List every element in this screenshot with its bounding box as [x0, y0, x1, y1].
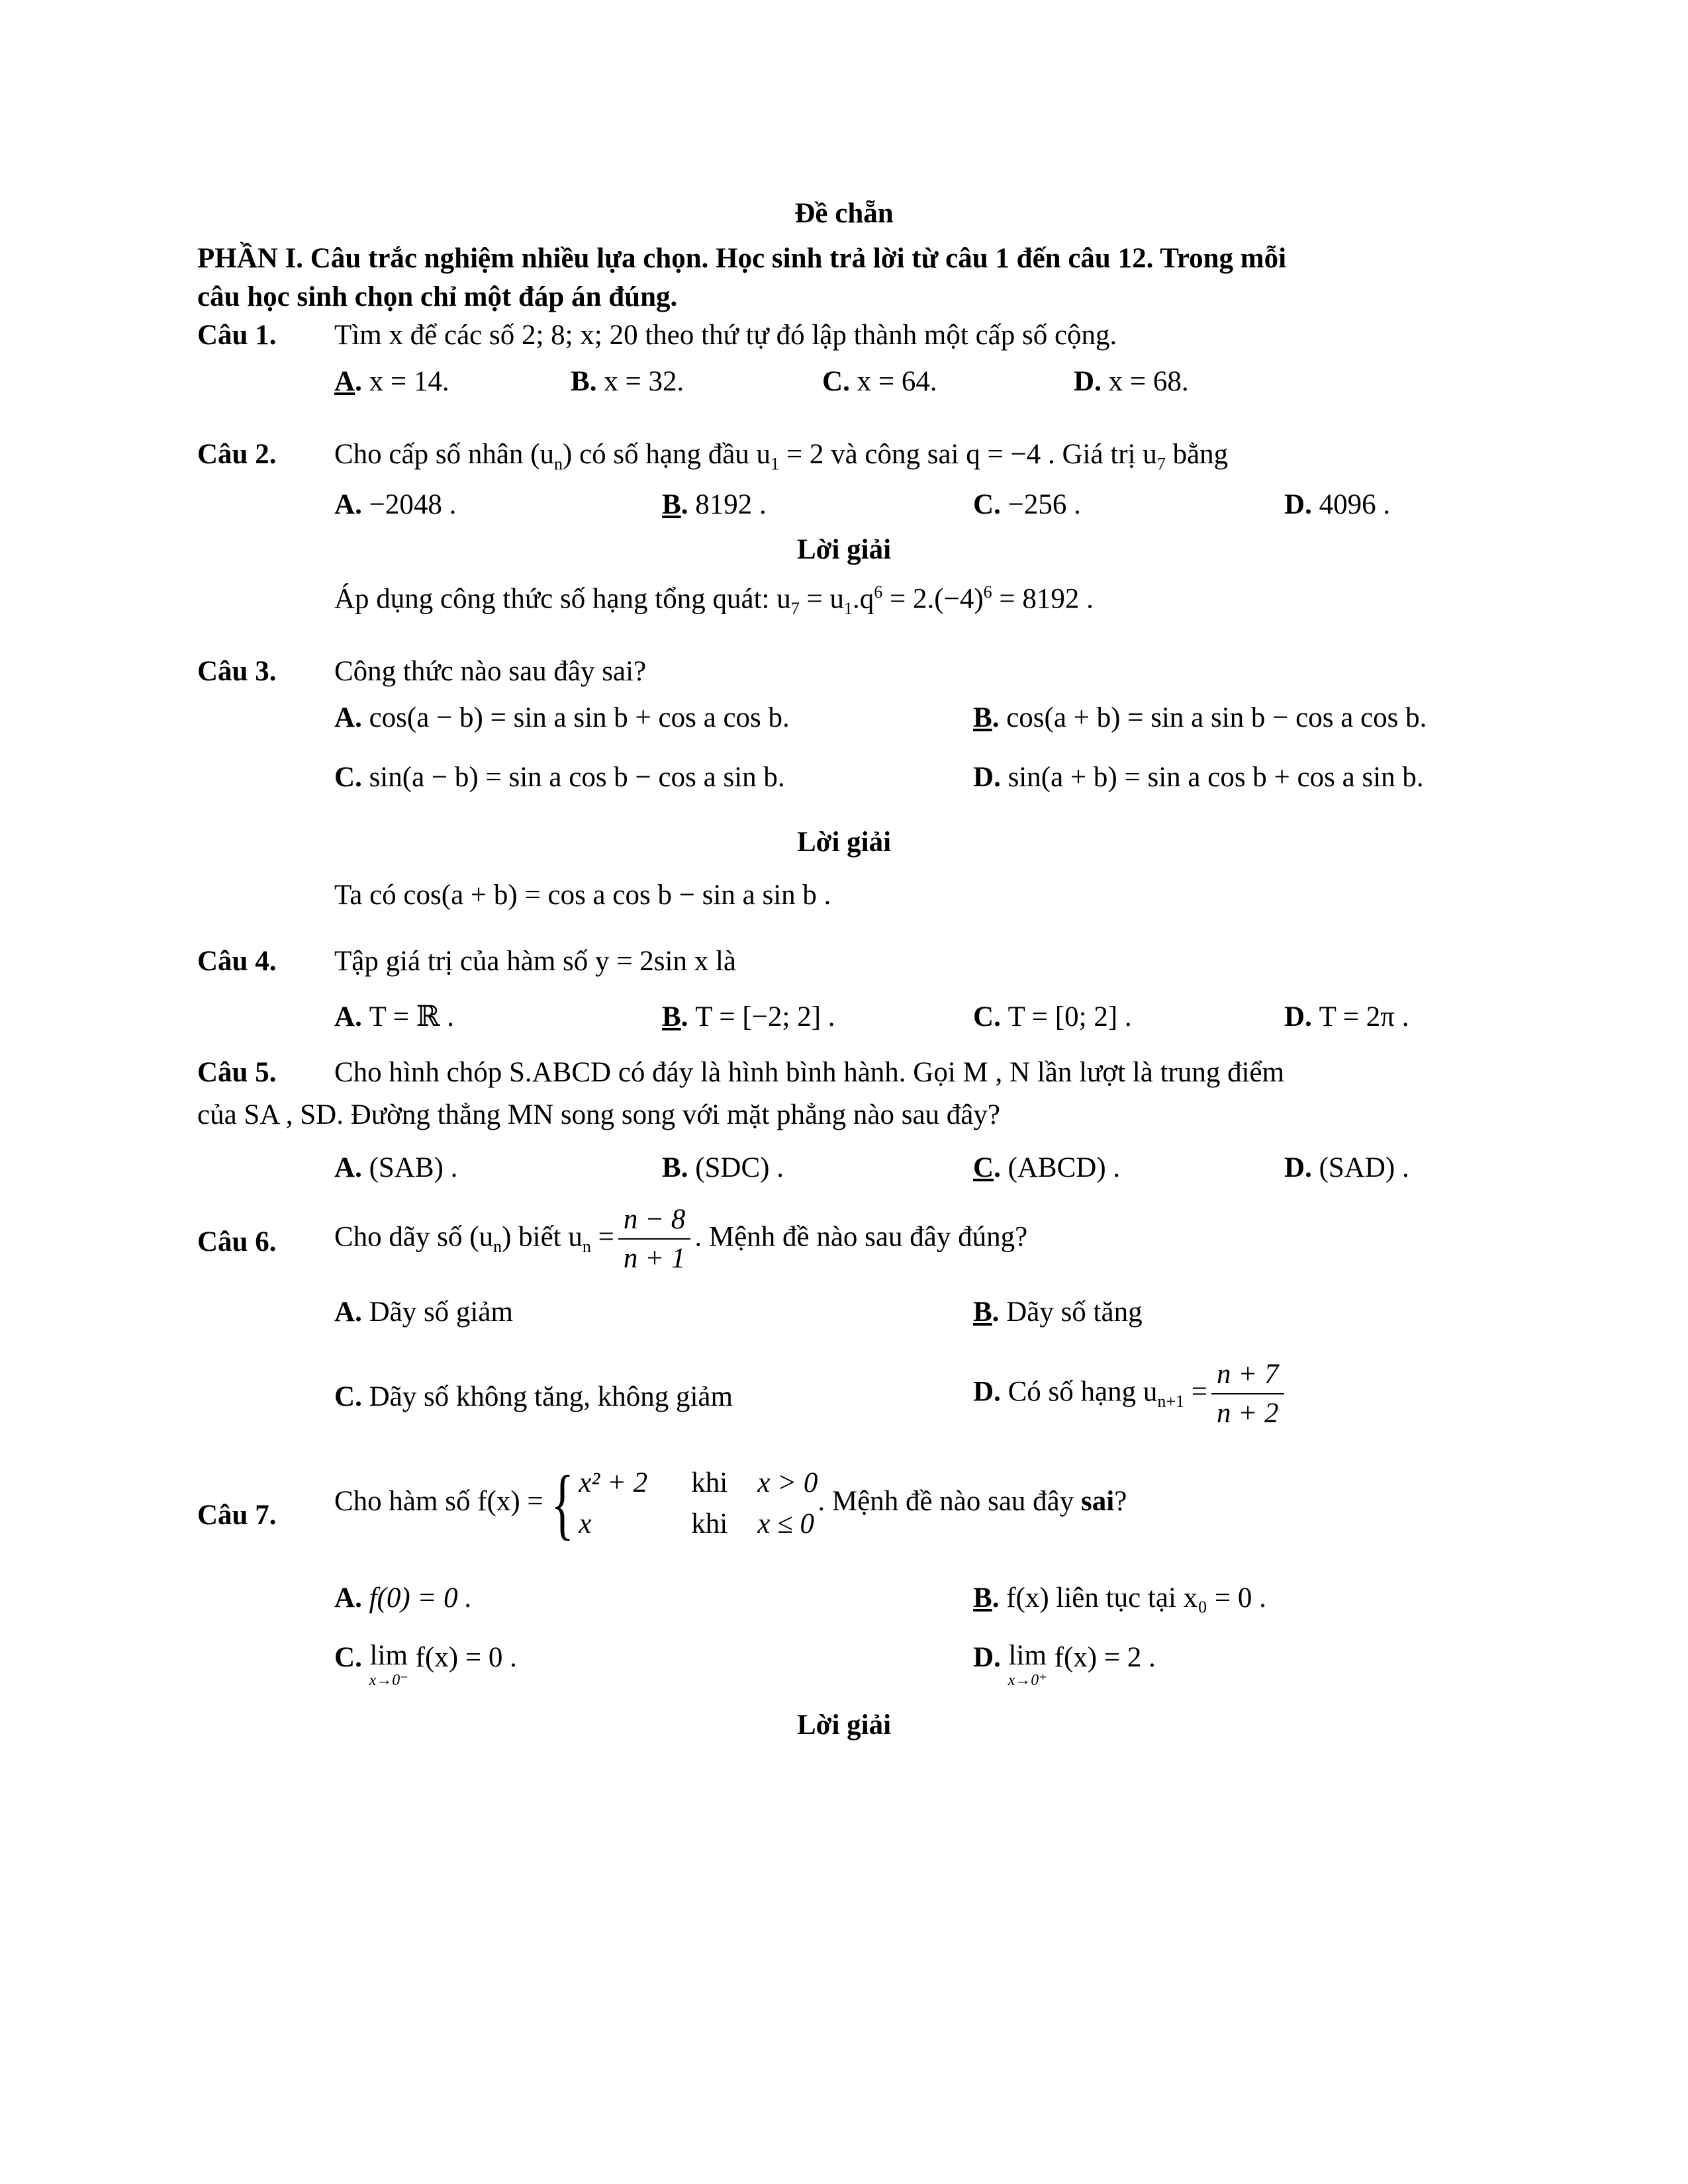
question-5-stem-line1: Cho hình chóp S.ABCD có đáy là hình bình hành. Gọi M , N lần lượt là trung điểm — [334, 1057, 1285, 1088]
question-5-stem-line2: của SA , SD. Đường thẳng MN song song với mặt phẳng nào sau đây? — [197, 1099, 1000, 1130]
limit-operator: lim x→0⁺ — [1008, 1640, 1047, 1689]
q6-option-d: D. Có số hạng $u_{n+1}$ = $\frac{n + 7}{n + 2}$ — [973, 1358, 1288, 1430]
q7-option-c: C. lim x→0⁻ f(x) = 0 . — [334, 1640, 517, 1689]
q3-option-a: A. cos(a − b) = sin a sin b + cos a cos b. — [334, 702, 790, 733]
question-4-stem: Tập giá trị của hàm số y = 2sin x là — [334, 946, 736, 977]
q5-option-b: B. (SDC) . — [662, 1152, 784, 1183]
q1-option-b: B. x = 32. — [571, 366, 684, 397]
piecewise-cases: x² + 2 khi x > 0 x khi x ≤ 0 — [579, 1467, 818, 1539]
q2-option-b: B. 8192 . — [662, 489, 767, 520]
q4-option-b: B. T = [−2; 2] . — [662, 1001, 835, 1032]
q6-option-d-fraction: $\frac{n + 7}{n + 2}$ — [1211, 1358, 1284, 1430]
q4-option-d: D. T = 2π . — [1284, 1001, 1409, 1032]
q2-option-d: D. 4096 . — [1284, 489, 1391, 520]
q2-option-c: C. −256 . — [973, 489, 1081, 520]
q3-solution-heading: Lời giải — [796, 827, 892, 858]
question-5-label: Câu 5. — [197, 1057, 277, 1088]
question-3-stem: Công thức nào sau đây sai? — [334, 656, 647, 687]
q2-solution: Áp dụng công thức số hạng tổng quát: $u_7 = u_1.q^6 = 2.(-4)^6 = 8192$ . — [334, 582, 1094, 618]
question-7-label: Câu 7. — [197, 1500, 277, 1531]
q3-solution: Ta có cos(a + b) = cos a cos b − sin a sin b . — [334, 880, 831, 911]
q7-option-b: B. f(x) liên tục tại x₀ = 0 . — [973, 1582, 1266, 1614]
q4-option-c: C. T = [0; 2] . — [973, 1001, 1132, 1032]
q7-option-a: A. f(0) = 0 . — [334, 1582, 473, 1614]
question-4-label: Câu 4. — [197, 946, 277, 977]
q6-option-b: B. Dãy số tăng — [973, 1297, 1143, 1328]
question-1-stem: Tìm x để các số 2; 8; x; 20 theo thứ tự đó lập thành một cấp số cộng. — [334, 320, 1117, 351]
question-6-label: Câu 6. — [197, 1226, 277, 1257]
q7-solution-heading: Lời giải — [796, 1709, 892, 1741]
q2-option-a: A. −2048 . — [334, 489, 457, 520]
q4-option-a: A. T = ℝ . — [334, 1001, 455, 1032]
q5-option-d: D. (SAD) . — [1284, 1152, 1409, 1183]
section-heading-line1: PHẦN I. Câu trắc nghiệm nhiều lựa chọn. Học sinh trả lời từ câu 1 đến câu 12. Trong mỗi — [197, 243, 1287, 274]
piecewise-brace: { — [551, 1459, 574, 1547]
q6-option-a: A. Dãy số giảm — [334, 1297, 513, 1328]
question-6-stem: Cho dãy số $(u_n)$ biết $u_n$ = $\frac{n - 8}{n + 1}$ . Mệnh đề nào sau đây đúng? — [334, 1204, 1028, 1275]
q5-option-a: A. (SAB) . — [334, 1152, 458, 1183]
q6-option-c: C. Dãy số không tăng, không giảm — [334, 1381, 733, 1412]
limit-operator: lim x→0⁻ — [369, 1640, 408, 1689]
q3-option-d: D. sin(a + b) = sin a cos b + cos a sin b. — [973, 762, 1424, 793]
q2-solution-heading: Lời giải — [796, 534, 892, 565]
question-3-label: Câu 3. — [197, 656, 277, 687]
q3-option-c: C. sin(a − b) = sin a cos b − cos a sin b. — [334, 762, 785, 793]
q1-option-d: D. x = 68. — [1074, 366, 1189, 397]
q3-option-b: B. cos(a + b) = sin a sin b − cos a cos b. — [973, 702, 1427, 733]
q6-fraction: $\frac{n - 8}{n + 1}$ — [618, 1203, 691, 1275]
question-7-stem: Cho hàm số f(x) ={ x² + 2 khi x > 0 x khi x ≤ 0 . Mệnh đề nào sau đây sai? — [334, 1459, 1127, 1547]
q5-option-c: C. (ABCD) . — [973, 1152, 1121, 1183]
q1-option-a: A. x = 14. — [334, 366, 449, 397]
page-title: Đề chẵn — [794, 198, 894, 229]
question-1-label: Câu 1. — [197, 320, 277, 351]
q1-option-c: C. x = 64. — [822, 366, 937, 397]
question-2-stem: Cho cấp số nhân $(u_n)$ có số hạng đầu $u_1 = 2$ và công sai q = −4 . Giá trị $u_7$ bằng — [334, 439, 1229, 474]
q7-option-d: D. lim x→0⁺ f(x) = 2 . — [973, 1640, 1156, 1689]
question-2-label: Câu 2. — [197, 439, 277, 470]
section-heading-line2: câu học sinh chọn chỉ một đáp án đúng. — [197, 281, 678, 312]
